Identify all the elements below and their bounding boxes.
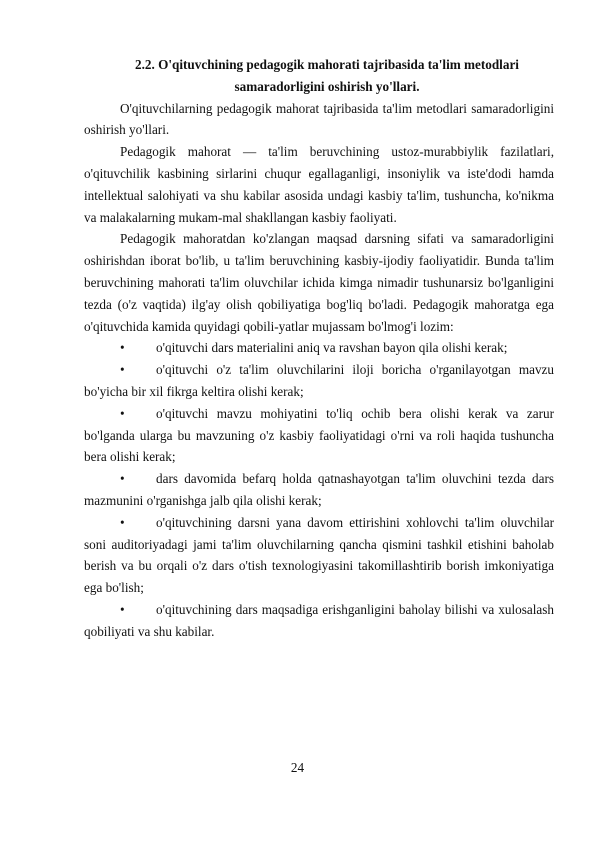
list-item: [84, 359, 554, 403]
bullet-marker: •: [120, 340, 125, 356]
paragraph-definition: Pedagogik mahorat — ta'lim beruvchining ustoz-murabbiylik fazilatlari, o'qituvchilik kasbining sirlarini chuqur egallaganligi, insoniylik va iste'dodi hamda intellektual salohiyati va shu kabilar asosida undagi kasbiy ta'lim, tushuncha, ko'nikma va malakalarning mukam-mal shakllangan kasbiy faoliyati.: [84, 144, 554, 225]
list-item: [84, 337, 554, 359]
list-item-text: dars davomida befarq holda qatnashayotgan ta'lim oluvchini tezda dars mazmunini o'rganishga jalb qila olishi kerak;: [84, 471, 554, 508]
list-item-text: o'qituvchi mavzu mohiyatini to'liq ochib bera olishi kerak va zarur bo'lganda ularga bu mavzuning o'z kasbiy faoliyatidagi o'rni va roli haqida tushuncha bera olishi kerak;: [84, 405, 554, 465]
bullet-marker: •: [120, 471, 125, 487]
list-item-text: o'qituvchi o'z ta'lim oluvchilarini iloji boricha o'rganilayotgan mavzu bo'yicha bir xil fikrga keltira olishi kerak;: [84, 362, 554, 399]
list-item-text: o'qituvchi dars materialini aniq va ravshan bayon qila olishi kerak;: [156, 340, 508, 356]
bullet-marker: •: [120, 362, 125, 378]
section-heading-line-2: samaradorligini oshirish yo'llari.: [234, 78, 420, 94]
list-item: [84, 599, 554, 643]
paragraph-intro: O'qituvchilarning pedagogik mahorat tajribasida ta'lim metodlari samaradorligini oshirish yo'llari.: [84, 100, 554, 138]
bullet-marker: •: [120, 514, 125, 530]
list-item-text: o'qituvchining dars maqsadiga erishganligini baholay bilishi va xulosalash qobiliyati va shu kabilar.: [84, 601, 554, 639]
paragraph-purpose: Pedagogik mahoratdan ko'zlangan maqsad darsning sifati va samaradorligini oshirishdan iborat bo'lib, u ta'lim beruvchining kasbiy-ijodiy faoliyatidir. Bunda ta'lim beruvchining mahorati ta'lim oluvchilar ichida kimga nimadir tushunarsiz bo'lganligini tezda (o'z vaqtida) ilg'ay olish qobiliyatiga bog'liq bo'ladi. Pedagogik mahoratga ega o'qituvchida kamida quyidagi qobili-yatlar mujassam bo'lmog'i lozim:: [84, 231, 554, 334]
page-content: [84, 54, 554, 643]
section-heading: [84, 54, 554, 98]
bullet-marker: •: [120, 405, 125, 421]
section-heading-line-1: 2.2. O'qituvchining pedagogik mahorati tajribasida ta'lim metodlari: [135, 57, 519, 72]
page-number: 24: [290, 760, 305, 775]
list-item: [84, 512, 554, 599]
list-item: [84, 468, 554, 512]
list-item: [84, 403, 554, 468]
bullet-marker: •: [120, 601, 125, 617]
list-item-text: o'qituvchining darsni yana davom ettirishini xohlovchi ta'lim oluvchilar soni auditoriyadagi jami ta'lim oluvchilarning qancha qismini tashkil etishini baholab berish va bu orqali o'z dars o'tish texnologiyasini takomillashtirib borish imkoniyatiga ega bo'lish;: [84, 514, 554, 596]
